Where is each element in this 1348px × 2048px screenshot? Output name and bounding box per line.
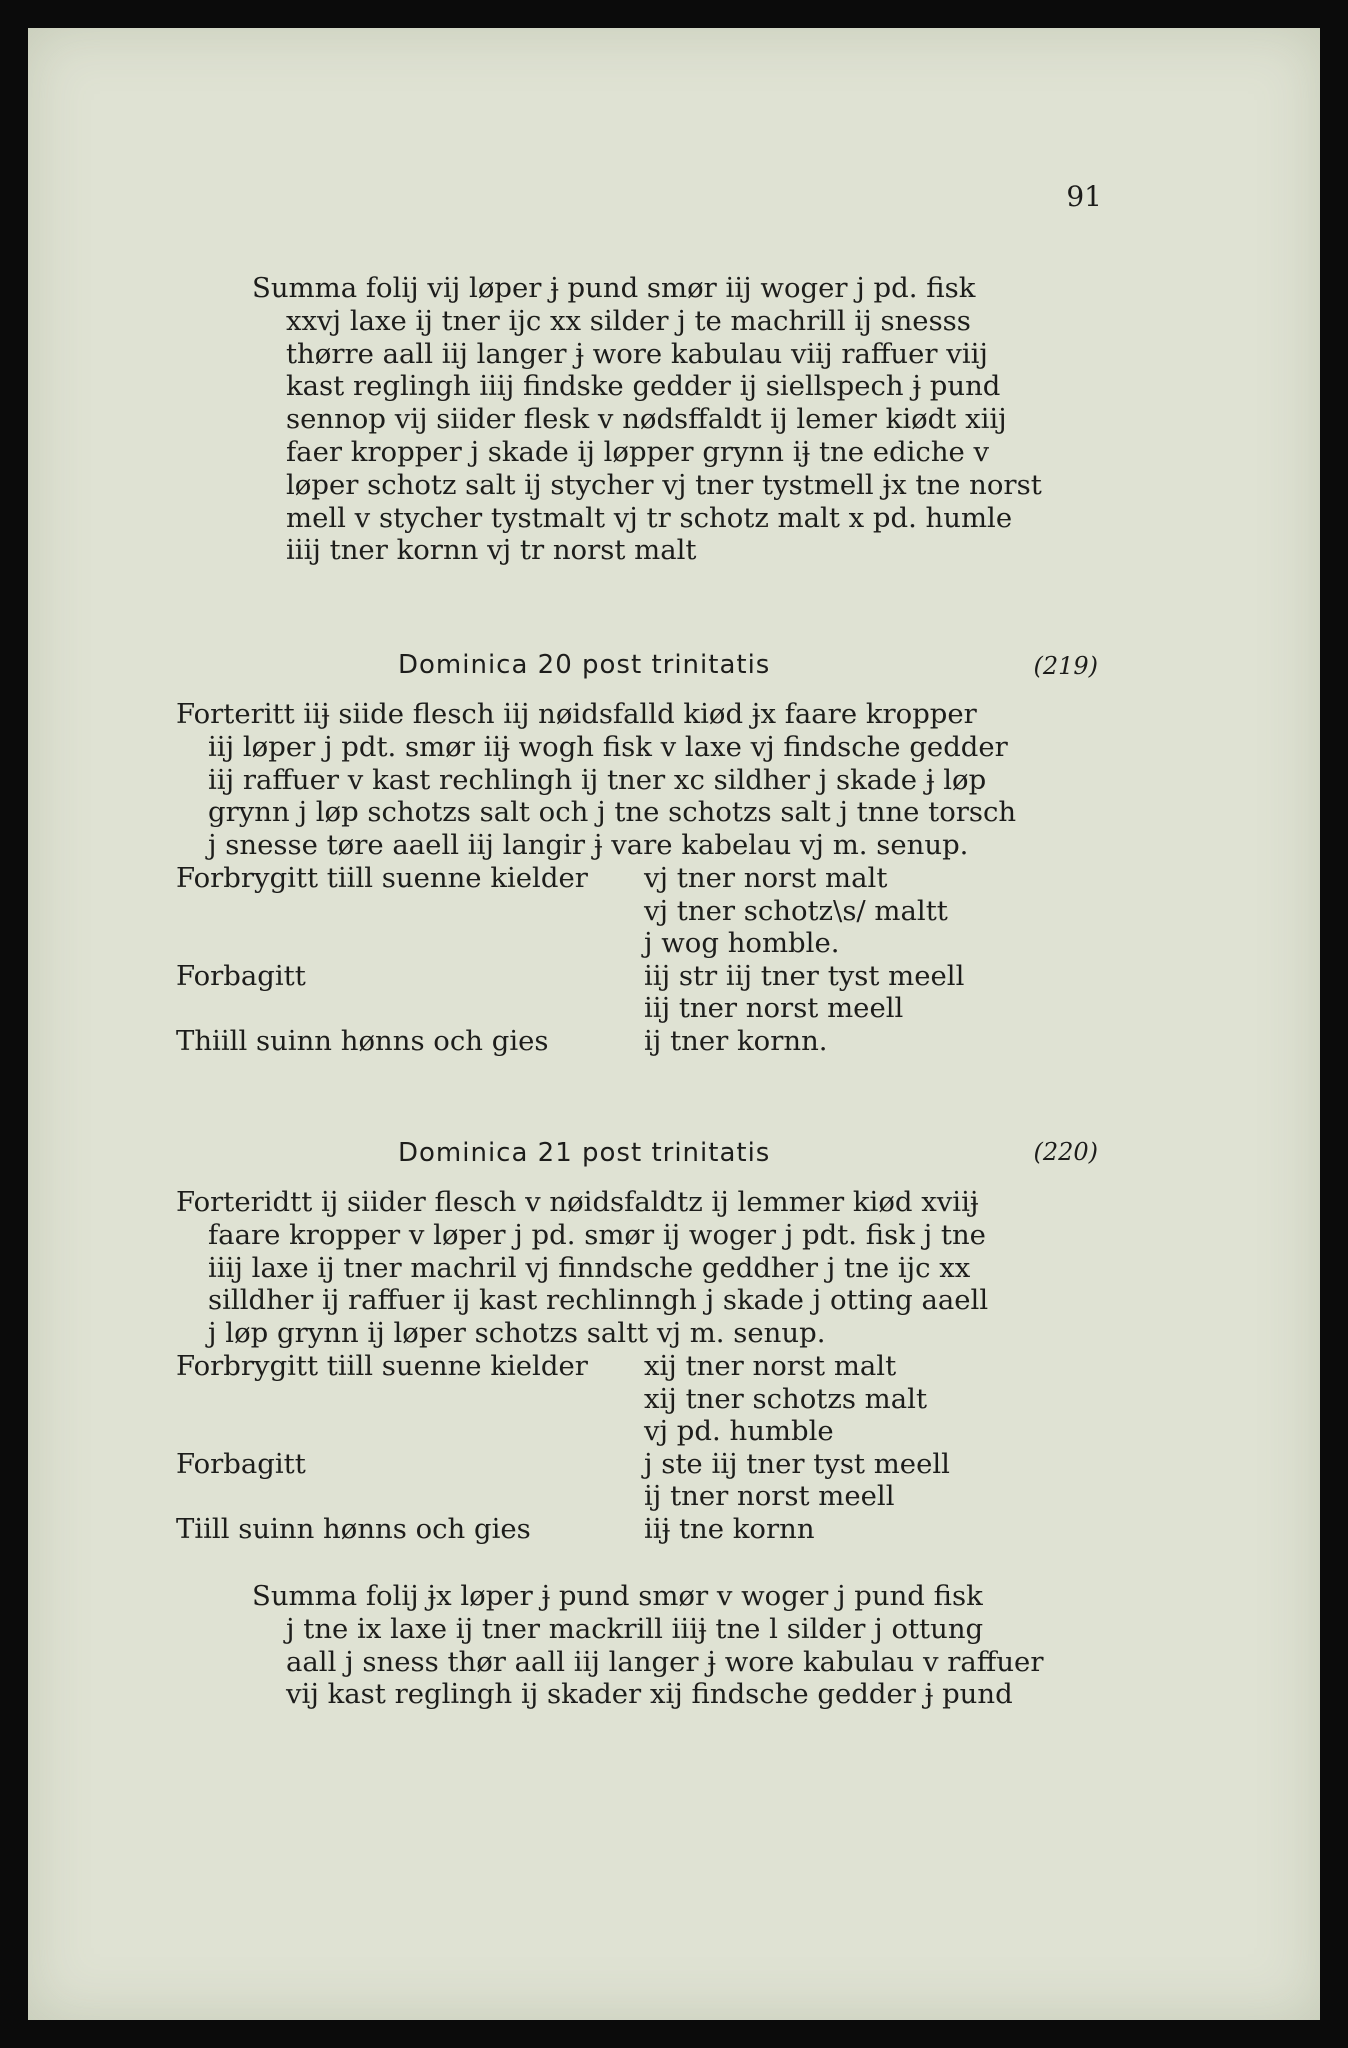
list-item-label (176, 1383, 644, 1416)
list-item-label: Forbrygitt tiill suenne kielder (176, 862, 588, 894)
text-line: iij raffuer v kast rechlingh ij tner xc sildher j skade ɉ løp (208, 763, 987, 796)
text-line: Summa folij ɉx løper ɉ pund smør v woger j pund fisk (252, 1580, 983, 1612)
text-line: sennop vij siider flesk v nødsffaldt ij lemer kiødt xiij (286, 403, 1007, 436)
list-item-value: xij tner norst malt (644, 1350, 897, 1382)
text-line: j løp grynn ij løper schotzs saltt vj m. senup. (208, 1317, 826, 1350)
text-line: iiij laxe ij tner machril vj finndsche geddher j tne ijc xx (208, 1251, 971, 1284)
list-item (176, 1480, 950, 1513)
text-line: faer kropper j skade ij løpper grynn iɉ tne ediche v (286, 435, 990, 468)
section-20-paragraph (176, 698, 1116, 862)
section-ref-21: (220) (1033, 1138, 1098, 1166)
text-line: aall j sness thør aall iij langer ɉ wore kabulau v raffuer (286, 1645, 1044, 1678)
list-item-label: Forbagitt (176, 1447, 306, 1480)
text-line: grynn j løp schotzs salt och j tne schotzs salt j tnne torsch (208, 796, 1017, 829)
list-item (176, 1448, 950, 1481)
list-item-label: Thiill suinn hønns och gies (176, 1024, 549, 1057)
section-heading-21: Dominica 21 post trinitatis (398, 1138, 771, 1168)
text-line: faare kropper v løper j pd. smør ij woger j pdt. fisk j tne (208, 1218, 986, 1251)
list-item-label: Forbagitt (176, 959, 306, 992)
list-item (176, 895, 964, 928)
list-item-label (176, 1415, 644, 1448)
list-item (176, 927, 964, 960)
list-item-label (176, 1480, 644, 1513)
section-20-list (176, 862, 964, 1058)
text-line: iiij tner kornn vj tr norst malt (286, 534, 697, 567)
list-item-value: iiɉ tne kornn (644, 1512, 815, 1545)
list-item-label (176, 895, 644, 928)
text-line: Forteritt iiɉ siide flesch iij nøidsfalld kiød ɉx faare kropper (176, 698, 977, 730)
list-item-value: iij str iij tner tyst meell (644, 959, 965, 992)
text-line: thørre aall iij langer ɉ wore kabulau viij raffuer viij (286, 337, 988, 370)
list-item-value: ij tner norst meell (644, 1480, 895, 1513)
list-item (176, 1513, 950, 1546)
list-item-label: Tiill suinn hønns och gies (176, 1512, 531, 1545)
list-item-value: j ste iij tner tyst meell (644, 1447, 950, 1480)
section-21-paragraph (176, 1186, 1116, 1350)
section-ref-20: (219) (1033, 652, 1098, 680)
page-number: 91 (1066, 180, 1102, 213)
section-21-list (176, 1350, 950, 1546)
list-item-value: ij tner kornn. (644, 1024, 828, 1057)
text-line: løper schotz salt ij stycher vj tner tystmell ɉx tne norst (286, 468, 1042, 501)
list-item (176, 1383, 950, 1416)
text-line: iij løper j pdt. smør iiɉ wogh fisk v laxe vj findsche gedder (208, 730, 1008, 763)
text-line: xxvj laxe ij tner ijc xx silder j te machrill ij snesss (286, 304, 971, 337)
list-item (176, 1415, 950, 1448)
list-item-value: j wog homble. (644, 927, 840, 960)
list-item-value: vj tner schotz\s/ maltt (644, 894, 948, 927)
list-item (176, 1350, 950, 1383)
text-line: kast reglingh iiij findske gedder ij siellspech ɉ pund (286, 370, 1001, 403)
document-page (28, 28, 1320, 2020)
text-line: Forteridtt ij siider flesch v nøidsfaldtz ij lemmer kiød xviiɉ (176, 1186, 979, 1218)
text-line: vij kast reglingh ij skader xij findsche gedder ɉ pund (286, 1678, 1013, 1711)
text-line: j snesse tøre aaell iij langir ɉ vare kabelau vj m. senup. (208, 829, 969, 862)
section-heading-20: Dominica 20 post trinitatis (398, 650, 771, 680)
list-item-value: vj tner norst malt (644, 862, 888, 894)
list-item-label (176, 992, 644, 1025)
list-item-value: xij tner schotzs malt (644, 1382, 927, 1415)
text-line: Summa folij vij løper ɉ pund smør iij woger j pd. fisk (252, 272, 976, 304)
list-item (176, 960, 964, 993)
list-item-label (176, 927, 644, 960)
summa-paragraph-2 (252, 1580, 1112, 1711)
list-item-value: vj pd. humble (644, 1415, 834, 1448)
list-item (176, 1025, 964, 1058)
summa-paragraph-1 (252, 272, 1112, 567)
list-item-label: Forbrygitt tiill suenne kielder (176, 1350, 588, 1382)
text-line: silldher ij raffuer ij kast rechlinngh j skade j otting aaell (208, 1284, 989, 1317)
text-line: mell v stycher tystmalt vj tr schotz malt x pd. humle (286, 501, 1013, 534)
list-item (176, 862, 964, 895)
list-item-value: iij tner norst meell (644, 992, 904, 1025)
list-item (176, 992, 964, 1025)
text-line: j tne ix laxe ij tner mackrill iiiɉ tne l silder j ottung (286, 1612, 984, 1645)
